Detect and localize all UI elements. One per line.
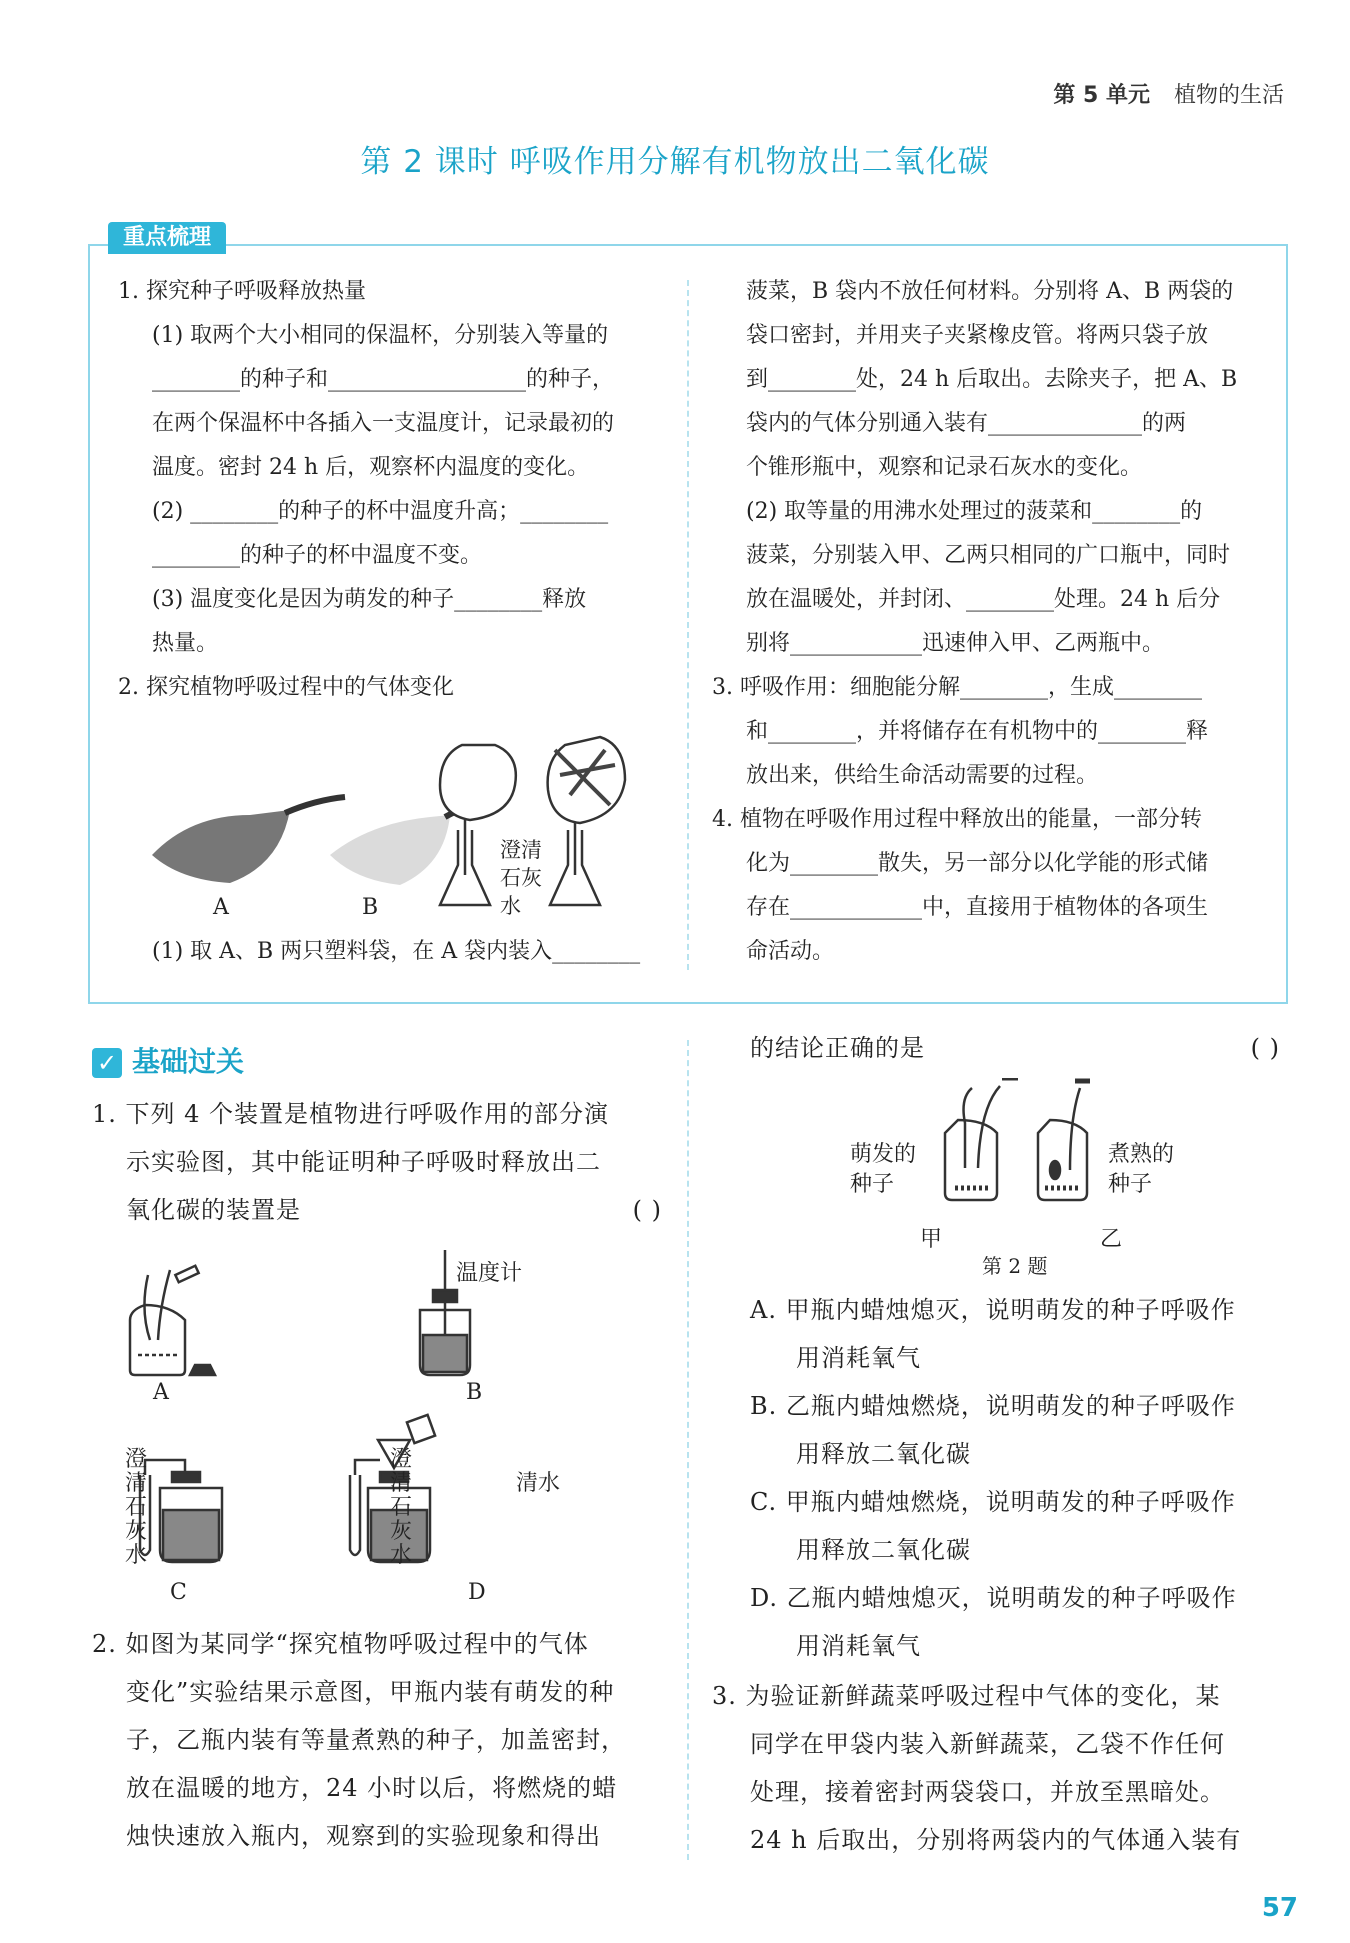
kp-left-line: 在两个保温杯中各插入一支温度计，记录最初的: [152, 411, 615, 436]
kp-right-line: 化为________散失，另一部分以化学能的形式储: [746, 851, 1209, 876]
q1-label-lime-c: 澄清石灰水: [125, 1447, 148, 1568]
q2-caption: 第 2 题: [982, 1254, 1048, 1278]
question-2: [92, 1620, 662, 1860]
kp-left-line: ________的种子和__________________的种子，: [152, 367, 615, 392]
kp-left-line: (3) 温度变化是因为萌发的种子________释放: [152, 587, 587, 612]
fig-label-b: B: [362, 895, 379, 920]
q2-line: 子，乙瓶内装有等量煮熟的种子，加盖密封，: [126, 1726, 626, 1754]
gas-experiment-figure: [140, 715, 670, 925]
q2-option-b[interactable]: B. 乙瓶内蜡烛燃烧，说明萌发的种子呼吸作: [750, 1392, 1236, 1420]
kp-left-line: 温度。密封 24 h 后，观察杯内温度的变化。: [152, 455, 590, 480]
q1-label-thermometer: 温度计: [456, 1261, 523, 1286]
kp-right-line: 别将____________迅速伸入甲、乙两瓶中。: [746, 631, 1165, 656]
column-divider-2: [687, 1040, 689, 1860]
kp-right-line: 菠菜，B 袋内不放任何材料。分别将 A、B 两袋的: [746, 279, 1234, 304]
fig-label-a: A: [213, 895, 229, 920]
kp-right-line: (2) 取等量的用沸水处理过的菠菜和________的: [746, 499, 1203, 524]
kp-right-line: 袋口密封，并用夹子夹紧橡皮管。将两只袋子放: [746, 323, 1209, 348]
q2-cont-line: 的结论正确的是: [750, 1034, 925, 1062]
jar-c-icon: [140, 1460, 222, 1562]
q2-jar-figure: [930, 1078, 1130, 1218]
checkmark-icon: ✓: [92, 1048, 122, 1078]
q2-options: [750, 1286, 1285, 1670]
kp-right-line: 存在____________中，直接用于植物体的各项生: [746, 895, 1209, 920]
kp-right-line: 命活动。: [746, 939, 835, 964]
q1-label-lime-d: 澄清石灰水: [390, 1447, 413, 1568]
basic-title-text: 基础过关: [132, 1045, 245, 1078]
q2-option-d[interactable]: D. 乙瓶内蜡烛熄灭，说明萌发的种子呼吸作: [750, 1584, 1237, 1612]
kp-left-line: (1) 取两个大小相同的保温杯，分别装入等量的: [152, 323, 609, 348]
key-left-column: [118, 270, 663, 710]
q2-label-sprout: 萌发的种子: [850, 1142, 917, 1197]
q3-line: 同学在甲袋内装入新鲜蔬菜，乙袋不作任何: [750, 1730, 1225, 1758]
jar-jia-icon: [945, 1078, 1018, 1200]
running-header: [1053, 78, 1284, 109]
q2-option-c-cont: 用释放二氧化碳: [796, 1536, 971, 1564]
q1-label-b: B: [466, 1380, 483, 1405]
kp-right-line: 3. 呼吸作用：细胞能分解________，生成________: [712, 675, 1202, 700]
question-1: [92, 1090, 662, 1234]
q1-label-d: D: [468, 1580, 486, 1605]
q1-label-a: A: [153, 1380, 169, 1405]
q1-label-c: C: [170, 1580, 187, 1605]
q2-line: 变化”实验结果示意图，甲瓶内装有萌发的种: [126, 1678, 615, 1706]
fig-label-lime-water: 澄清石灰水: [500, 838, 542, 918]
kp-right-line: 放出来，供给生命活动需要的过程。: [746, 763, 1099, 788]
kp-right-line: 菠菜，分别装入甲、乙两只相同的广口瓶中，同时: [746, 543, 1231, 568]
kp-left-line: ________的种子的杯中温度不变。: [152, 543, 483, 568]
q2-line: 烛快速放入瓶内，观察到的实验现象和得出: [126, 1822, 601, 1850]
q2-line: 2. 如图为某同学“探究植物呼吸过程中的气体: [92, 1630, 589, 1658]
kp-left-line: (2) ________的种子的杯中温度升高；________: [152, 499, 609, 524]
basic-section-title: [92, 1040, 244, 1080]
q1-label-water: 清水: [516, 1471, 561, 1496]
q3-line: 24 h 后取出，分别将两袋内的气体通入装有: [750, 1826, 1242, 1854]
key-right-column: [712, 270, 1272, 974]
q2-label-cooked: 煮熟的种子: [1108, 1142, 1175, 1197]
q1-line: 氧化碳的装置是: [126, 1196, 301, 1224]
column-divider: [687, 280, 689, 970]
question-2-cont: [750, 1024, 1280, 1072]
kp-right-line: 4. 植物在呼吸作用过程中释放出的能量，一部分转: [712, 807, 1202, 832]
key-left-last: [118, 930, 663, 974]
kp-left-line: 热量。: [152, 631, 219, 656]
topic-label: 植物的生活: [1173, 83, 1284, 108]
q1-line: 1. 下列 4 个装置是植物进行呼吸作用的部分演: [92, 1100, 610, 1128]
lesson-title: 第 2 课时 呼吸作用分解有机物放出二氧化碳: [360, 144, 990, 180]
bag-a-icon: [152, 797, 345, 883]
kp-right-line: 放在温暖处，并封闭、________处理。24 h 后分: [746, 587, 1221, 612]
kp-right-line: 到________处，24 h 后取出。去除夹子，把 A、B: [746, 367, 1238, 392]
unit-label: 第 5 单元: [1053, 83, 1150, 108]
q2-label-jia: 甲: [920, 1227, 943, 1252]
q2-answer-paren[interactable]: ( ): [1250, 1034, 1280, 1062]
q2-option-a-cont: 用消耗氧气: [796, 1344, 921, 1372]
q2-option-d-cont: 用消耗氧气: [796, 1632, 921, 1660]
kp-right-line: 和________，并将储存在有机物中的________释: [746, 719, 1209, 744]
kp-right-line: 袋内的气体分别通入装有______________的两: [746, 411, 1187, 436]
key-points-tag: 重点梳理: [108, 222, 226, 254]
q1-answer-paren[interactable]: ( ): [632, 1196, 662, 1224]
q2-label-yi: 乙: [1100, 1227, 1123, 1252]
kp-right-line: 个锥形瓶中，观察和记录石灰水的变化。: [746, 455, 1143, 480]
kp-left-line: 1. 探究种子呼吸释放热量: [118, 279, 366, 304]
kp-left-last-line: (1) 取 A、B 两只塑料袋，在 A 袋内装入________: [152, 939, 641, 964]
q2-option-c[interactable]: C. 甲瓶内蜡烛燃烧，说明萌发的种子呼吸作: [750, 1488, 1236, 1516]
q2-option-a[interactable]: A. 甲瓶内蜡烛熄灭，说明萌发的种子呼吸作: [750, 1296, 1236, 1324]
jar-a-icon: [130, 1266, 215, 1375]
question-3: [712, 1672, 1287, 1864]
page-number: 57: [1261, 1893, 1298, 1923]
jar-yi-icon: [1038, 1081, 1090, 1200]
q3-line: 处理，接着密封两袋袋口，并放至黑暗处。: [750, 1778, 1225, 1806]
q2-line: 放在温暖的地方，24 小时以后，将燃烧的蜡: [126, 1774, 618, 1802]
q2-option-b-cont: 用释放二氧化碳: [796, 1440, 971, 1468]
q1-line: 示实验图，其中能证明种子呼吸时释放出二: [126, 1148, 601, 1176]
q3-line: 3. 为验证新鲜蔬菜呼吸过程中气体的变化，某: [712, 1682, 1221, 1710]
kp-left-line: 2. 探究植物呼吸过程中的气体变化: [118, 675, 454, 700]
flask-2-icon: [548, 737, 625, 905]
